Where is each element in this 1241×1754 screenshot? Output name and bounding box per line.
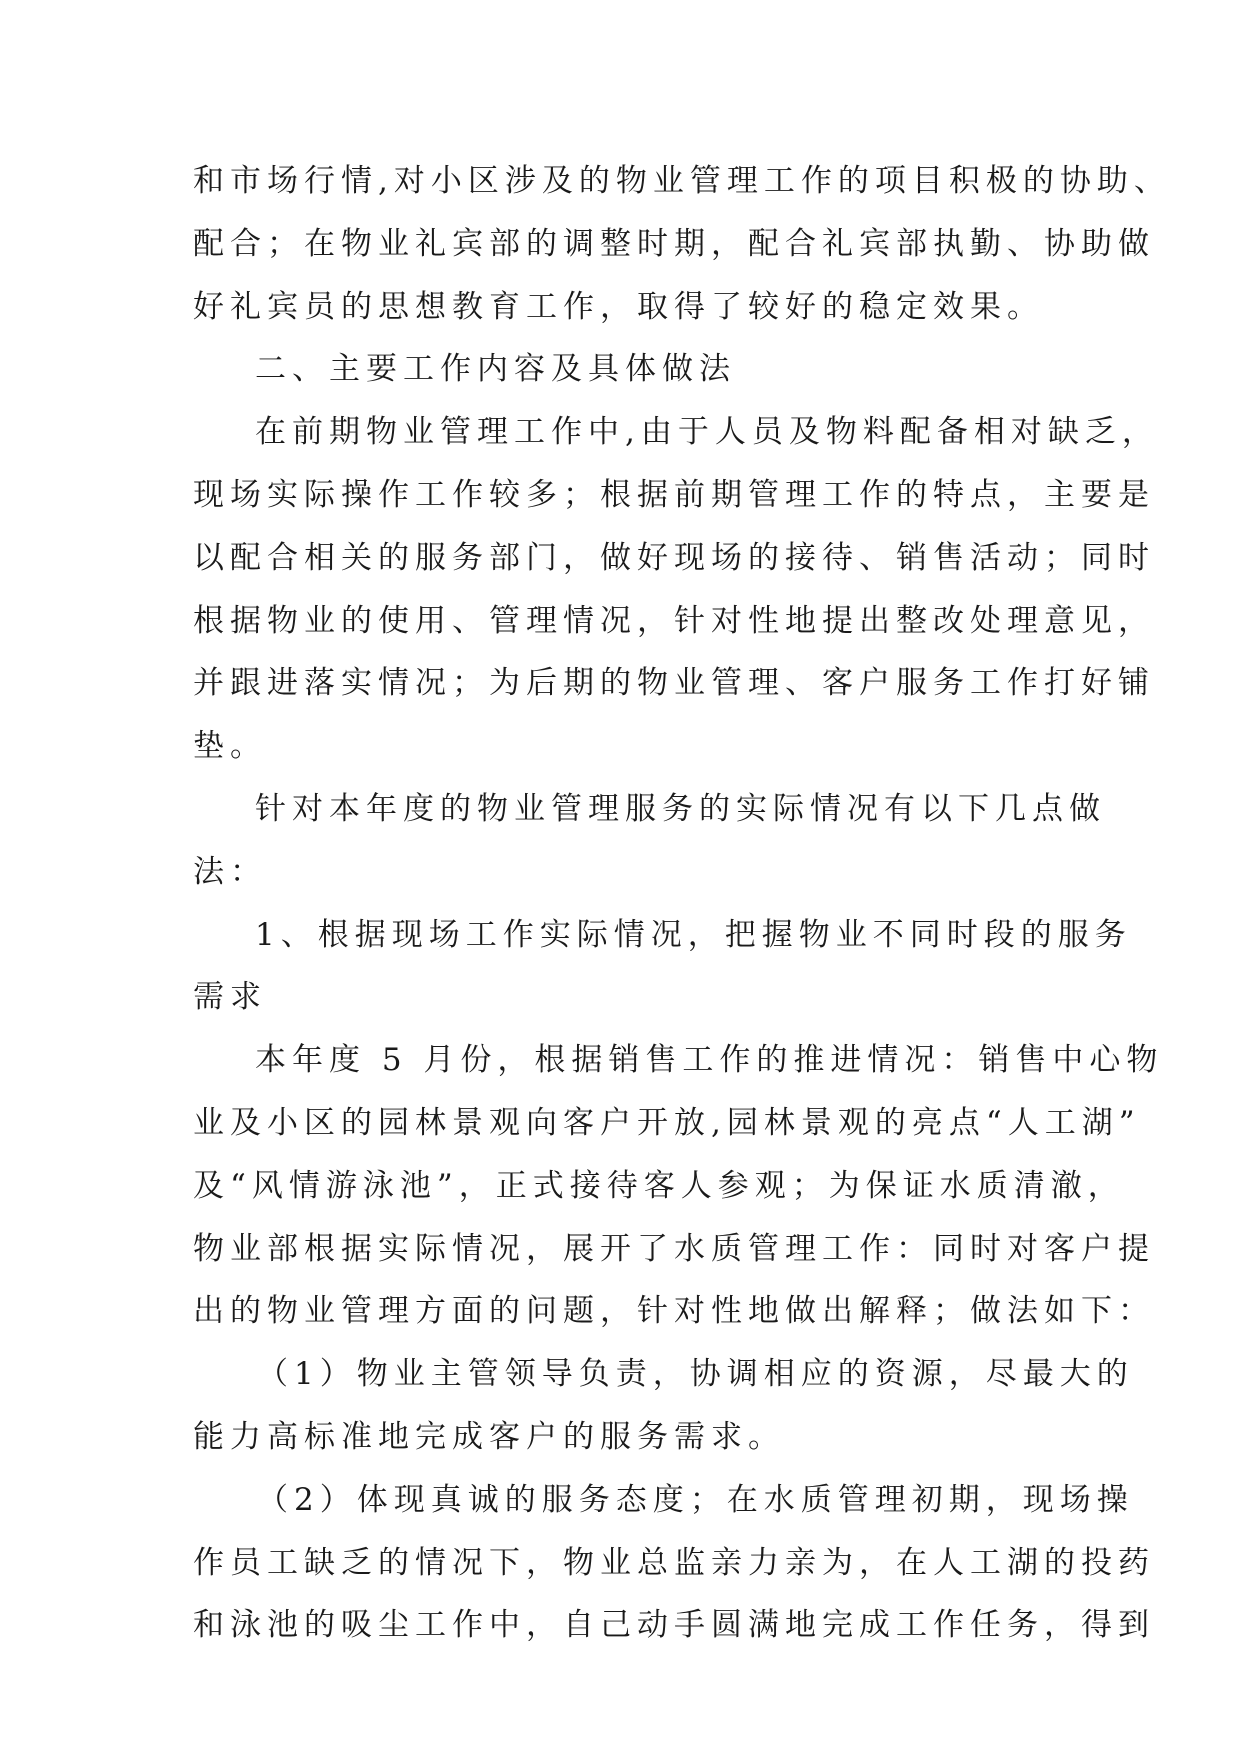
- text-line: 法：: [193, 853, 267, 890]
- section-heading: 二、主要工作内容及具体做法: [255, 351, 736, 388]
- text-line: 针对本年度的物业管理服务的实际情况有以下几点做: [255, 790, 1106, 827]
- list-item: （2）体现真诚的服务态度；在水质管理初期，现场操: [257, 1481, 1134, 1518]
- text-line: 配合；在物业礼宾部的调整时期，配合礼宾部执勤、协助做: [193, 225, 1155, 262]
- text-line: 垫。: [193, 728, 267, 765]
- text-line: 本年度 5 月份，根据销售工作的推进情况：销售中心物: [255, 1042, 1164, 1079]
- list-item: 能力高标准地完成客户的服务需求。: [193, 1418, 785, 1455]
- subsection-heading: 需求: [193, 979, 267, 1016]
- list-item: 和泳池的吸尘工作中，自己动手圆满地完成工作任务，得到: [193, 1607, 1155, 1644]
- text-line: 在前期物业管理工作中,由于人员及物料配备相对缺乏，: [255, 414, 1159, 451]
- list-item: 作员工缺乏的情况下，物业总监亲力亲为，在人工湖的投药: [193, 1544, 1155, 1581]
- text-line: 根据物业的使用、管理情况，针对性地提出整改处理意见，: [193, 602, 1155, 639]
- text-line: 以配合相关的服务部门，做好现场的接待、销售活动；同时: [193, 539, 1155, 576]
- text-line: 物业部根据实际情况，展开了水质管理工作：同时对客户提: [193, 1230, 1155, 1267]
- subsection-heading: 1、根据现场工作实际情况，把握物业不同时段的服务: [255, 916, 1132, 953]
- text-line: 现场实际操作工作较多；根据前期管理工作的特点，主要是: [193, 476, 1155, 513]
- text-line: 并跟进落实情况；为后期的物业管理、客户服务工作打好铺: [193, 665, 1155, 702]
- text-line: 业及小区的园林景观向客户开放,园林景观的亮点“人工湖”: [193, 1104, 1141, 1141]
- document-body: [193, 150, 1171, 1657]
- text-line: 出的物业管理方面的问题，针对性地做出解释；做法如下：: [193, 1293, 1155, 1330]
- text-line: 及“风情游泳池”，正式接待客人参观；为保证水质清澈，: [193, 1167, 1125, 1204]
- text-line: 好礼宾员的思想教育工作，取得了较好的稳定效果。: [193, 288, 1044, 325]
- list-item: （1）物业主管领导负责，协调相应的资源，尽最大的: [257, 1356, 1134, 1393]
- text-line: 和市场行情,对小区涉及的物业管理工作的项目积极的协助、: [193, 163, 1171, 199]
